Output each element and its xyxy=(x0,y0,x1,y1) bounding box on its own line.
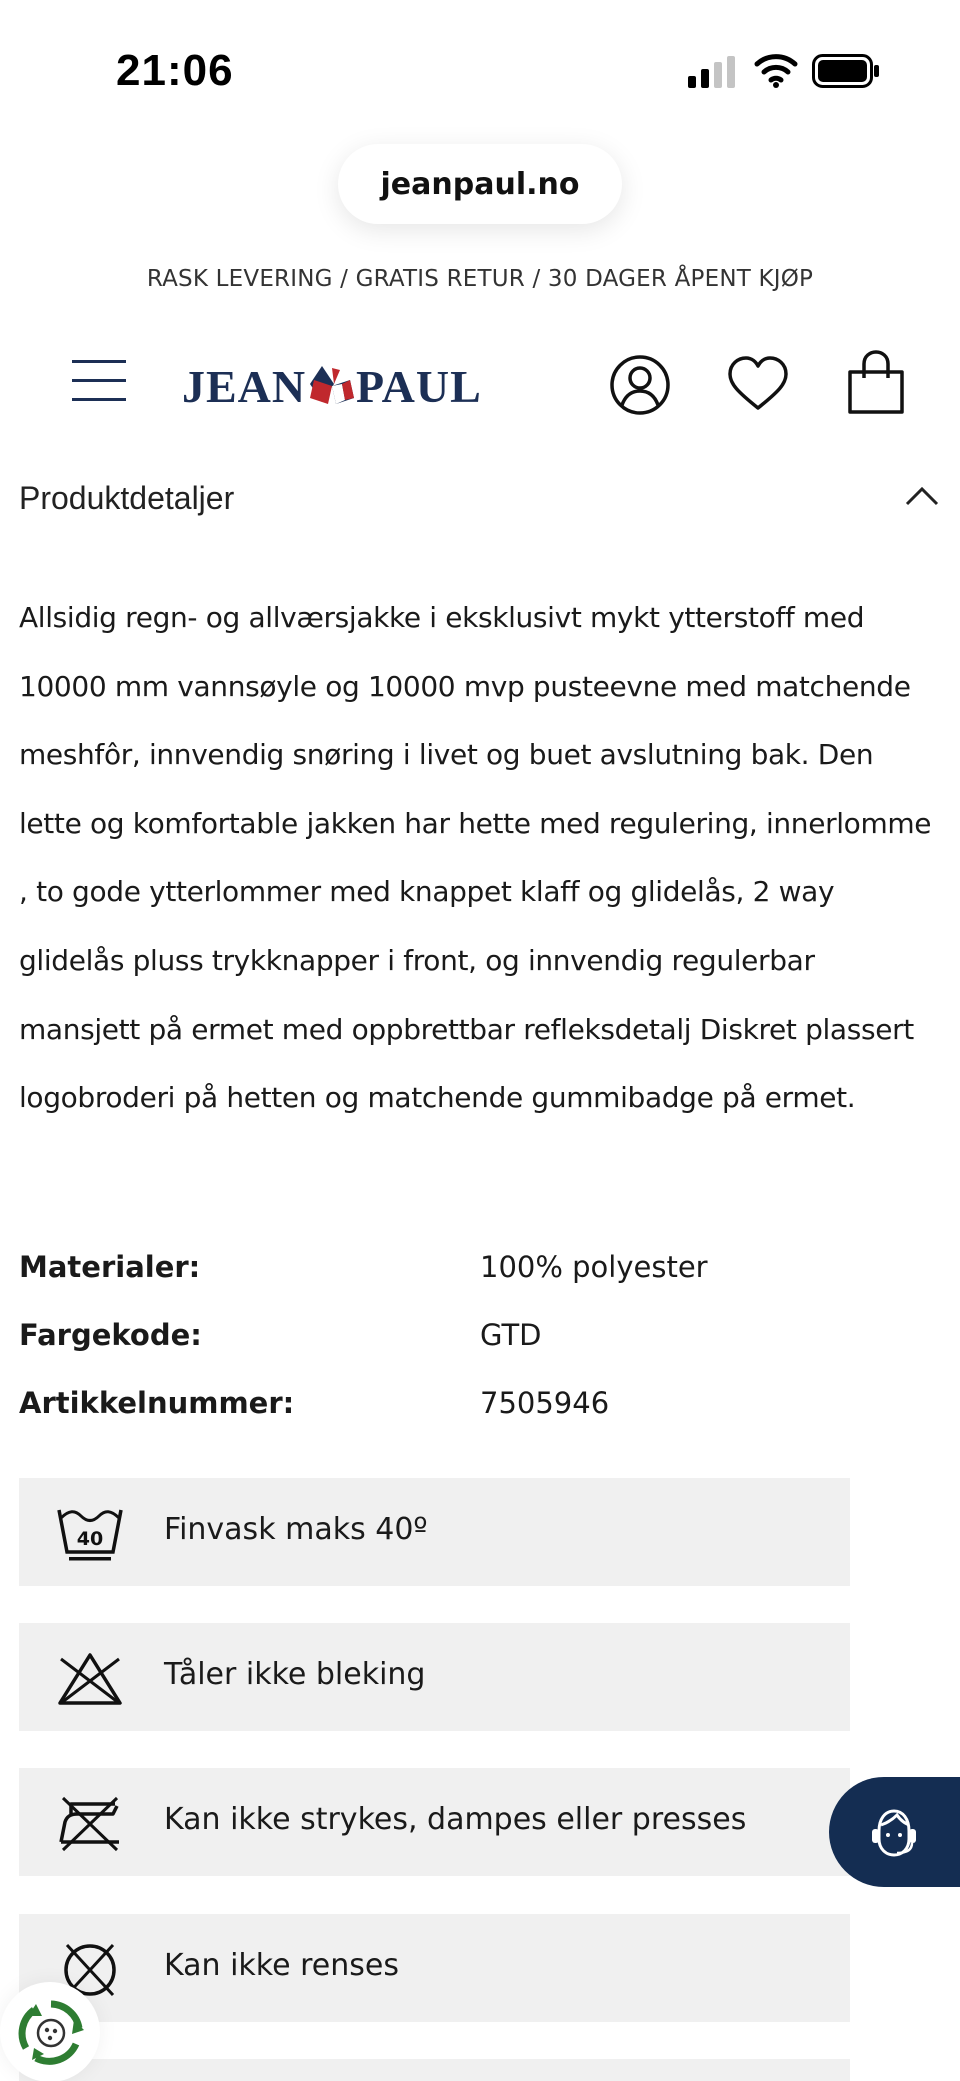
product-description: Allsidig regn- og allværsjakke i eksklusivt mykt ytterstoff med 10000 mm vannsøyle og 10000 mvp pusteevne med matchende meshfôr, innvendig snøring i livet og buet avslutning bak. Den lette og komfortable jakken har hette med regulering, innerlomme , to gode ytterlommer med knappet klaff og glidelås, 2 way glidelås pluss trykknapper i front, og innvendig regulerbar mansjett på ermet med oppbrettbar refleksdetalj Diskret plassert logobroderi på hetten og matchende gummibadge på ermet. xyxy=(19,601,932,1115)
wash-temperature: 40 xyxy=(76,1528,104,1550)
recycle-icon xyxy=(16,1998,86,2068)
status-time: 21:06 xyxy=(116,46,234,95)
account-icon[interactable] xyxy=(608,350,672,416)
spec-label: Fargekode: xyxy=(19,1318,202,1352)
url-bar[interactable] xyxy=(338,144,622,224)
brand-logo[interactable] xyxy=(182,350,522,416)
spec-value: 100% polyester xyxy=(480,1250,708,1284)
url-text: jeanpaul.no xyxy=(380,166,580,202)
wifi-icon xyxy=(754,52,798,88)
accordion-title: Produktdetaljer xyxy=(19,480,235,516)
spec-value: GTD xyxy=(480,1318,542,1352)
menu-icon[interactable] xyxy=(72,358,128,404)
status-bar xyxy=(0,0,960,130)
care-item-bleach xyxy=(19,1623,850,1731)
care-item-dryclean xyxy=(19,1914,850,2022)
chevron-up-icon[interactable] xyxy=(904,482,940,510)
care-label: Kan ikke strykes, dampes eller presses xyxy=(164,1802,747,1837)
wash-40-icon xyxy=(57,1506,123,1562)
chat-support-button[interactable] xyxy=(829,1777,960,1887)
care-item-next xyxy=(19,2059,850,2081)
logo-text-left: JEAN xyxy=(182,361,307,412)
customer-support-icon xyxy=(869,1807,919,1859)
product-details-accordion[interactable] xyxy=(0,460,960,540)
spec-row-materials xyxy=(19,1250,939,1296)
care-item-iron xyxy=(19,1768,850,1876)
care-item-wash xyxy=(19,1478,850,1586)
shopping-bag-icon[interactable] xyxy=(844,350,908,416)
no-iron-icon xyxy=(57,1796,123,1852)
spec-value: 7505946 xyxy=(480,1386,610,1420)
recycle-badge[interactable] xyxy=(0,1982,100,2081)
spec-row-article-number xyxy=(19,1386,939,1432)
logo-text-right: PAUL xyxy=(356,361,482,412)
care-label: Kan ikke renses xyxy=(164,1948,399,1983)
care-label: Tåler ikke bleking xyxy=(164,1657,426,1692)
spec-label: Materialer: xyxy=(19,1250,201,1284)
logo-flags-icon xyxy=(310,366,354,404)
promo-banner: RASK LEVERING / GRATIS RETUR / 30 DAGER ÅPENT KJØP xyxy=(146,266,814,292)
spec-label: Artikkelnummer: xyxy=(19,1386,295,1420)
care-label: Finvask maks 40º xyxy=(164,1512,428,1547)
no-bleach-icon xyxy=(57,1651,123,1707)
spec-row-color-code xyxy=(19,1318,939,1364)
heart-icon[interactable] xyxy=(726,350,790,416)
cellular-signal-icon xyxy=(688,56,738,88)
battery-icon xyxy=(812,54,880,88)
